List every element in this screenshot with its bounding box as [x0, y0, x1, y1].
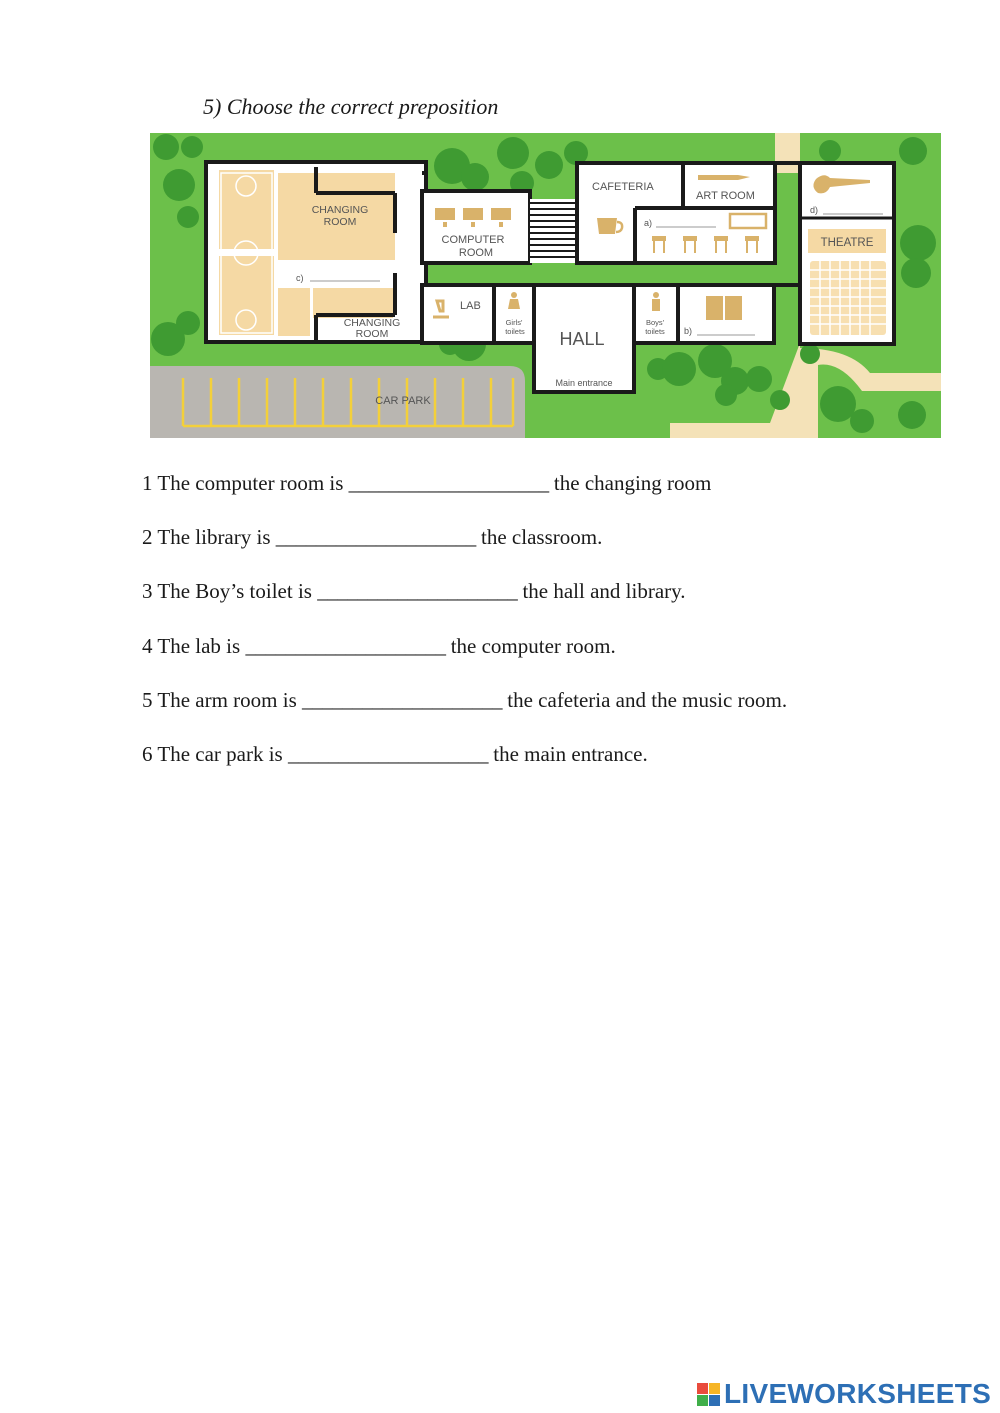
coffee-icon — [597, 218, 617, 234]
logo-text: LIVEWORKSHEETS — [724, 1378, 992, 1409]
school-map — [150, 133, 941, 438]
blank-b-label: b) — [684, 326, 693, 336]
theatre-label: THEATRE — [820, 237, 874, 249]
computer-room-label-1: COMPUTER — [441, 234, 505, 246]
boys-toilets-label-2: toilets — [645, 327, 665, 336]
boys-toilets-label-1: Boys' — [645, 318, 665, 327]
girl-icon — [511, 292, 517, 298]
question-text-before: The arm room is — [157, 687, 297, 712]
question-text-after: the main entrance. — [493, 741, 648, 766]
answer-blank[interactable]: ____________________ — [317, 579, 518, 604]
girls-toilets-label-2: toilets — [505, 327, 525, 336]
question-text-before: The Boy’s toilet is — [157, 579, 312, 604]
answer-blank[interactable]: ____________________ — [348, 471, 549, 495]
changing-room-bottom-label-2: ROOM — [355, 328, 389, 340]
answer-blank[interactable]: ____________________ — [302, 687, 503, 712]
car-park-label: CAR PARK — [375, 395, 431, 407]
question-text-after: the classroom. — [481, 525, 603, 550]
question-number: 2 — [142, 525, 153, 550]
computer-icons — [435, 208, 511, 227]
girls-toilets-label-1: Girls' — [505, 318, 523, 327]
question-4 — [142, 629, 787, 683]
hall-label: HALL — [559, 329, 605, 349]
question-1 — [142, 466, 787, 520]
question-text-before: The computer room is — [157, 471, 344, 495]
question-text-after: the hall and library. — [522, 579, 686, 604]
lab — [422, 285, 494, 343]
question-text-before: The library is — [157, 525, 271, 550]
changing-room-top-label-2: ROOM — [323, 216, 357, 228]
path-top — [775, 133, 800, 173]
blank-d-label: d) — [810, 205, 819, 215]
computer-room-label-2: ROOM — [458, 247, 494, 259]
question-number: 1 — [142, 471, 153, 495]
question-number: 6 — [142, 741, 153, 766]
answer-blank[interactable]: ____________________ — [245, 633, 446, 658]
question-3 — [142, 574, 787, 628]
question-6 — [142, 737, 787, 791]
question-text-before: The lab is — [157, 633, 241, 658]
answer-blank[interactable]: ____________________ — [287, 741, 488, 766]
lab-label: LAB — [460, 300, 481, 312]
question-number: 3 — [142, 579, 153, 604]
question-number: 5 — [142, 687, 153, 712]
exercise-heading: 5) Choose the correct preposition — [203, 94, 499, 119]
changing-room-bottom-label-1: CHANGING — [343, 317, 401, 329]
blank-c-label: c) — [296, 273, 304, 283]
question-text-after: the cafeteria and the music room. — [507, 687, 788, 712]
blank-a-label: a) — [644, 218, 653, 228]
school-map-illustration — [150, 133, 941, 438]
question-number: 4 — [142, 633, 153, 658]
question-5 — [142, 683, 787, 737]
question-text-after: the changing room — [553, 471, 712, 495]
cafeteria-label: CAFETERIA — [592, 181, 654, 193]
question-text-before: The car park is — [157, 741, 283, 766]
art-room-label: ART ROOM — [696, 190, 755, 202]
main-entrance-label: Main entrance — [555, 378, 613, 388]
changing-room-top-label-1: CHANGING — [311, 204, 369, 216]
question-text-after: the computer room. — [450, 633, 616, 658]
boy-icon — [653, 292, 659, 298]
liveworksheets-logo[interactable] — [697, 1376, 991, 1412]
answer-blank[interactable]: ____________________ — [275, 525, 476, 550]
desk-icon — [730, 214, 766, 228]
logo-grid-icon — [697, 1383, 720, 1406]
question-2 — [142, 520, 787, 574]
question-list — [142, 466, 787, 791]
